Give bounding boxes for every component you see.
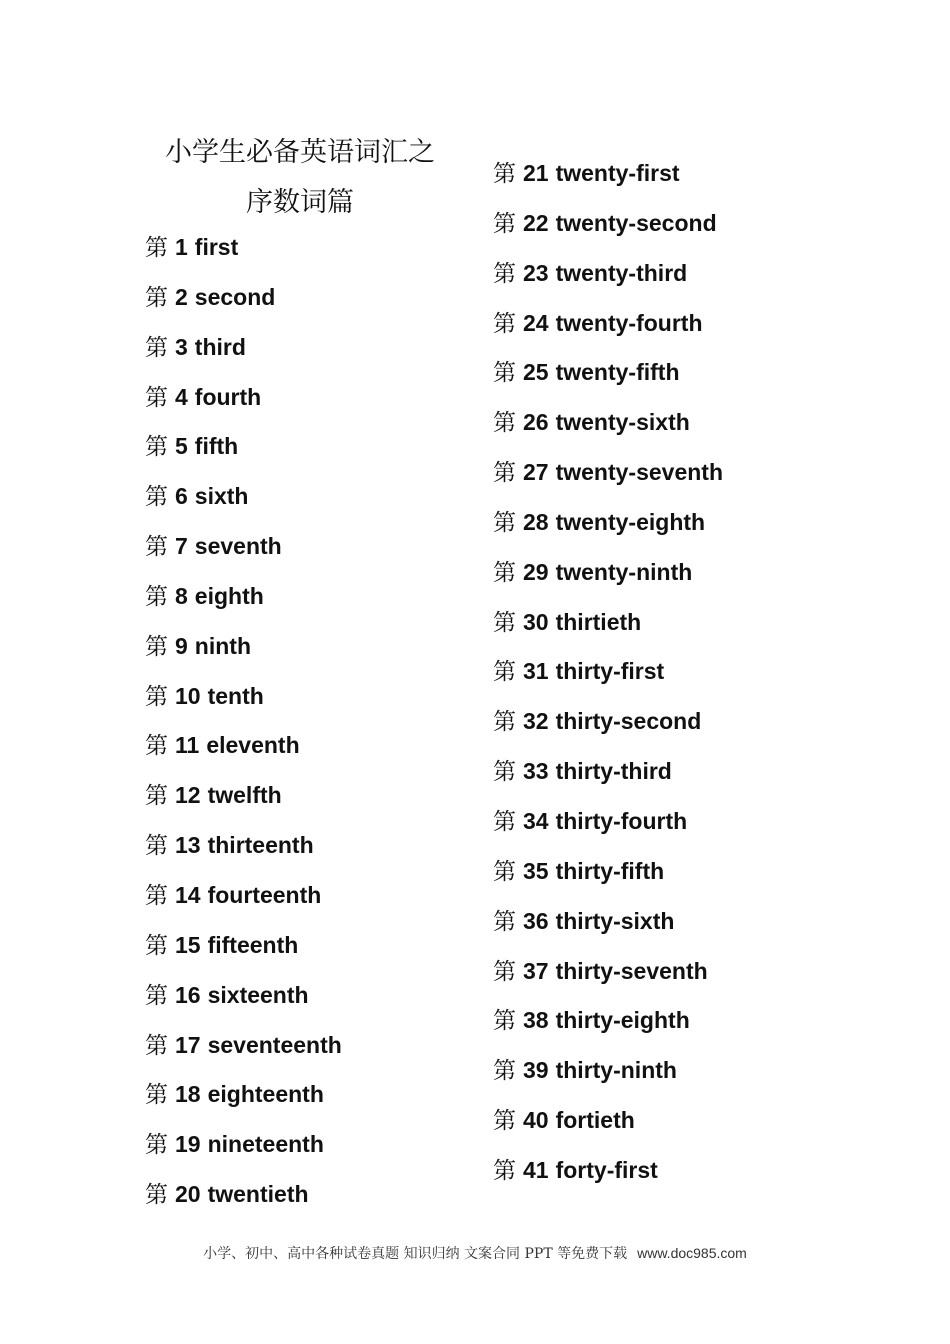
ordinal-entry [145, 1021, 342, 1071]
ordinal-number: 12 [175, 782, 201, 809]
ordinal-number: 15 [175, 931, 201, 958]
ordinal-entry [493, 199, 723, 249]
footer-site-link[interactable]: www.doc985.com [637, 1245, 747, 1261]
ordinal-entry [493, 1046, 723, 1096]
ordinal-word: twenty-second [555, 209, 717, 236]
ordinal-prefix: 第 [493, 659, 516, 686]
ordinal-number: 32 [523, 708, 549, 735]
ordinal-number: 30 [523, 608, 549, 635]
ordinal-entry [145, 721, 342, 771]
ordinal-prefix: 第 [145, 1182, 168, 1209]
ordinal-word: thirty-sixth [555, 907, 675, 934]
ordinal-prefix: 第 [145, 733, 168, 760]
ordinal-entry [145, 921, 342, 971]
ordinal-prefix: 第 [493, 161, 516, 187]
ordinal-word: tenth [207, 682, 264, 709]
ordinal-word: twenty-seventh [555, 459, 724, 486]
ordinal-word: thirtieth [555, 608, 642, 635]
ordinal-entry [493, 1096, 723, 1146]
ordinal-prefix: 第 [145, 235, 168, 261]
ordinal-number: 24 [523, 309, 549, 336]
ordinal-entry [493, 398, 723, 448]
ordinal-prefix: 第 [145, 982, 168, 1009]
ordinal-entry [493, 697, 723, 747]
ordinal-prefix: 第 [145, 434, 168, 461]
ordinal-entry [493, 598, 723, 648]
ordinal-word: thirty-second [555, 708, 702, 735]
ordinal-prefix: 第 [493, 210, 516, 237]
ordinal-word: forty-first [555, 1156, 658, 1183]
ordinal-number: 27 [523, 459, 549, 486]
ordinal-entry [145, 1070, 342, 1120]
ordinal-word: thirty-third [555, 758, 672, 785]
ordinal-entry [493, 947, 723, 997]
ordinal-number: 39 [523, 1057, 549, 1084]
ordinal-number: 35 [523, 857, 549, 884]
ordinal-word: first [194, 234, 239, 260]
ordinal-number: 26 [523, 409, 549, 436]
ordinal-number: 19 [175, 1131, 201, 1158]
ordinal-entry [145, 622, 342, 672]
ordinal-number: 7 [175, 533, 188, 560]
ordinal-number: 11 [175, 732, 200, 759]
ordinal-word: twenty-sixth [555, 409, 690, 436]
ordinal-entry [493, 847, 723, 897]
ordinal-entry [145, 223, 342, 273]
ordinal-entry [145, 971, 342, 1021]
ordinal-prefix: 第 [493, 559, 516, 586]
ordinal-prefix: 第 [493, 509, 516, 536]
ordinal-prefix: 第 [145, 882, 168, 909]
ordinal-word: fifth [194, 433, 239, 460]
ordinal-prefix: 第 [493, 609, 516, 636]
ordinal-number: 22 [523, 209, 549, 236]
footer-text: 小学、初中、高中各种试卷真题 知识归纳 文案合同 PPT 等免费下载 [203, 1246, 628, 1262]
ordinal-prefix: 第 [145, 384, 168, 411]
ordinal-number: 36 [523, 907, 549, 934]
ordinal-prefix: 第 [493, 1108, 516, 1135]
ordinal-number: 37 [523, 957, 549, 984]
ordinal-entry [145, 871, 342, 921]
ordinal-entry [145, 373, 342, 423]
ordinal-entry [145, 1170, 342, 1220]
ordinal-word: third [194, 333, 246, 360]
ordinal-word: twenty-ninth [555, 558, 693, 585]
ordinal-prefix: 第 [145, 1032, 168, 1059]
ordinal-prefix: 第 [493, 1008, 516, 1035]
ordinal-entry [145, 771, 342, 821]
ordinal-prefix: 第 [493, 759, 516, 786]
ordinal-word: thirty-eighth [555, 1007, 690, 1034]
ordinal-number: 21 [523, 160, 549, 186]
ordinal-entry [493, 548, 723, 598]
ordinal-entry [493, 1146, 723, 1196]
ordinal-number: 13 [175, 832, 201, 859]
ordinal-prefix: 第 [493, 1157, 516, 1184]
ordinal-number: 20 [175, 1181, 201, 1208]
ordinal-prefix: 第 [145, 583, 168, 610]
ordinal-prefix: 第 [493, 460, 516, 487]
ordinal-prefix: 第 [493, 958, 516, 985]
ordinal-number: 28 [523, 508, 549, 535]
ordinal-number: 34 [523, 807, 549, 834]
ordinal-prefix: 第 [145, 484, 168, 511]
title-line-2: 序数词篇 [246, 187, 354, 218]
ordinal-entry [145, 572, 342, 622]
ordinal-number: 29 [523, 558, 549, 585]
ordinal-word: thirty-fifth [555, 857, 665, 884]
ordinal-prefix: 第 [145, 633, 168, 660]
ordinal-word: fifteenth [207, 931, 299, 958]
page-footer [0, 1243, 950, 1263]
ordinal-entry [493, 348, 723, 398]
ordinal-prefix: 第 [145, 334, 168, 361]
ordinal-entry [493, 797, 723, 847]
ordinal-entry [145, 472, 342, 522]
ordinal-entry [145, 672, 342, 722]
ordinal-word: eighteenth [207, 1081, 324, 1108]
ordinal-word: thirty-ninth [555, 1057, 677, 1084]
ordinal-prefix: 第 [493, 360, 516, 387]
ordinal-word: fourth [194, 383, 262, 410]
ordinal-number: 38 [523, 1007, 549, 1034]
ordinal-number: 8 [175, 582, 188, 609]
ordinal-entry [493, 996, 723, 1046]
ordinal-entry [145, 1120, 342, 1170]
ordinal-entry [493, 498, 723, 548]
ordinal-prefix: 第 [493, 410, 516, 437]
ordinal-prefix: 第 [493, 310, 516, 337]
ordinal-entry [493, 448, 723, 498]
document-title [150, 128, 450, 228]
ordinal-prefix: 第 [145, 783, 168, 810]
ordinal-entry [493, 747, 723, 797]
ordinal-entry [145, 323, 342, 373]
ordinal-number: 9 [175, 632, 188, 659]
ordinal-prefix: 第 [493, 858, 516, 885]
ordinal-prefix: 第 [145, 284, 168, 311]
ordinal-word: twenty-third [555, 259, 688, 286]
ordinal-number: 40 [523, 1107, 549, 1134]
ordinal-word: twelfth [207, 782, 282, 809]
ordinal-word: second [194, 283, 276, 310]
ordinal-word: seventh [194, 533, 282, 560]
ordinal-prefix: 第 [145, 1082, 168, 1109]
ordinal-word: seventeenth [207, 1031, 342, 1058]
ordinal-prefix: 第 [145, 833, 168, 860]
ordinal-number: 33 [523, 758, 549, 785]
ordinal-prefix: 第 [493, 260, 516, 287]
ordinal-number: 5 [175, 433, 188, 460]
ordinal-word: sixteenth [207, 981, 309, 1008]
ordinal-word: twenty-first [555, 160, 680, 186]
ordinal-prefix: 第 [145, 1132, 168, 1159]
ordinal-prefix: 第 [145, 932, 168, 959]
ordinal-entry [493, 647, 723, 697]
ordinal-number: 2 [175, 283, 188, 310]
ordinal-word: thirteenth [207, 832, 314, 859]
ordinal-list-left [145, 223, 342, 1220]
ordinal-number: 16 [175, 981, 201, 1008]
ordinal-number: 17 [175, 1031, 201, 1058]
ordinal-word: eleventh [206, 732, 300, 759]
ordinal-entry [493, 299, 723, 349]
ordinal-word: twenty-eighth [555, 508, 706, 535]
ordinal-entry [145, 522, 342, 572]
ordinal-word: fortieth [555, 1107, 635, 1134]
ordinal-prefix: 第 [493, 908, 516, 935]
ordinal-word: thirty-seventh [555, 957, 708, 984]
ordinal-number: 6 [175, 483, 188, 510]
ordinal-entry [145, 422, 342, 472]
ordinal-number: 10 [175, 682, 201, 709]
ordinal-number: 25 [523, 359, 549, 386]
ordinal-word: twenty-fifth [555, 359, 680, 386]
ordinal-word: eighth [194, 582, 264, 609]
ordinal-word: thirty-first [555, 658, 665, 685]
ordinal-word: twenty-fourth [555, 309, 703, 336]
ordinal-number: 23 [523, 259, 549, 286]
ordinal-number: 3 [175, 333, 188, 360]
title-line-1: 小学生必备英语词汇之 [165, 137, 435, 168]
ordinal-number: 4 [175, 383, 188, 410]
ordinal-entry [493, 149, 723, 199]
ordinal-prefix: 第 [145, 683, 168, 710]
ordinal-word: fourteenth [207, 881, 322, 908]
ordinal-word: thirty-fourth [555, 807, 688, 834]
ordinal-word: nineteenth [207, 1131, 324, 1158]
ordinal-word: twentieth [207, 1181, 309, 1208]
ordinal-number: 41 [523, 1156, 549, 1183]
ordinal-word: ninth [194, 632, 251, 659]
ordinal-number: 1 [175, 234, 188, 260]
ordinal-number: 31 [523, 658, 549, 685]
ordinal-prefix: 第 [493, 808, 516, 835]
ordinal-prefix: 第 [493, 1058, 516, 1085]
ordinal-entry [493, 249, 723, 299]
ordinal-number: 18 [175, 1081, 201, 1108]
ordinal-prefix: 第 [145, 534, 168, 561]
ordinal-list-right [493, 149, 723, 1196]
ordinal-prefix: 第 [493, 709, 516, 736]
ordinal-number: 14 [175, 881, 201, 908]
ordinal-word: sixth [194, 483, 249, 510]
ordinal-entry [145, 821, 342, 871]
ordinal-entry [493, 897, 723, 947]
ordinal-entry [145, 273, 342, 323]
